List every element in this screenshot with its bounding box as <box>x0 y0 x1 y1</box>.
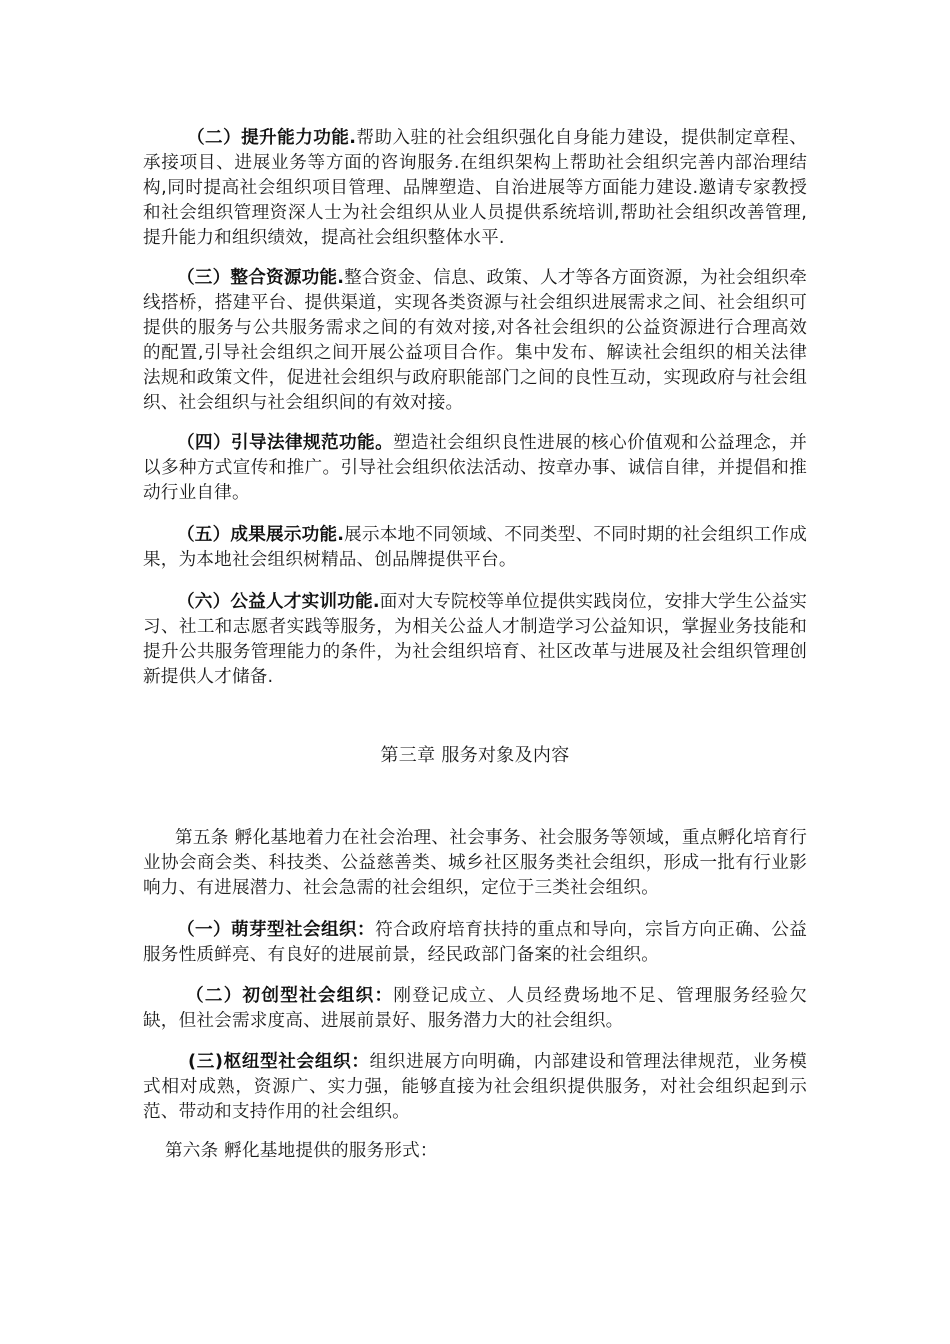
paragraph-body: 面对大专院校等单位提供实践岗位，安排大学生公益实习、社工和志愿者实践等服务，为相关公益人才制造学习公益知识，掌握业务技能和提升公共服务管理能力的条件，为社会组织培育、社区改革与进展及社会组织管理创新提供人才储备. <box>143 592 807 687</box>
article-body: 孵化基地提供的服务形式： <box>218 1141 438 1161</box>
paragraph-resource-integration <box>143 266 807 416</box>
paragraph-achievement-display <box>143 523 807 573</box>
type-startup-organization <box>143 984 807 1034</box>
paragraph-heading: （二）提升能力功能. <box>187 128 357 148</box>
paragraph-body: 整合资金、信息、政策、人才等各方面资源，为社会组织牵线搭桥，搭建平台、提供渠道，实现各类资源与社会组织进展需求之间、社会组织可提供的服务与公共服务需求之间的有效对接,对各社会组织的公益资源进行合理高效的配置,引导社会组织之间开展公益项目合作。集中发布、解读社会组织的相关法律法规和政策文件，促进社会组织与政府职能部门之间的良性互动，实现政府与社会组织、社会组织与社会组织间的有效对接。 <box>143 268 808 413</box>
type-heading: (三)枢纽型社会组织： <box>188 1052 370 1072</box>
type-sprout-organization <box>143 918 807 968</box>
type-heading: （二）初创型社会组织： <box>186 986 394 1006</box>
type-body: 组织进展方向明确，内部建设和管理法律规范，业务模式相对成熟，资源广、实力强，能够直接为社会组织提供服务，对社会组织起到示范、带动和支持作用的社会组织。 <box>143 1052 807 1122</box>
article-six <box>143 1139 807 1164</box>
article-label: 第六条 <box>165 1141 219 1161</box>
type-body: 符合政府培育扶持的重点和导向，宗旨方向正确、公益服务性质鲜亮、有良好的进展前景，经民政部门备案的社会组织。 <box>143 920 808 965</box>
paragraph-body: 展示本地不同领域、不同类型、不同时期的社会组织工作成果，为本地社会组织树精品、创品牌提供平台。 <box>143 525 808 570</box>
paragraph-heading: （六）公益人才实训功能. <box>177 592 380 612</box>
paragraph-heading: （四）引导法律规范功能。 <box>177 433 394 453</box>
type-heading: （一）萌芽型社会组织： <box>177 920 376 940</box>
paragraph-heading: （五）成果展示功能. <box>177 525 345 545</box>
type-body: 刚登记成立、人员经费场地不足、管理服务经验欠缺，但社会需求度高、进展前景好、服务潜力大的社会组织。 <box>143 986 808 1031</box>
article-five <box>143 826 807 901</box>
paragraph-legal-guidance <box>143 431 807 506</box>
paragraph-heading: （三）整合资源功能. <box>177 268 345 288</box>
paragraph-capacity-building <box>143 126 807 251</box>
chapter-title: 第三章 服务对象及内容 <box>380 745 570 766</box>
article-body: 孵化基地着力在社会治理、社会事务、社会服务等领域，重点孵化培育行业协会商会类、科技类、公益慈善类、城乡社区服务类社会组织，形成一批有行业影响力、有进展潜力、社会急需的社会组织，定位于三类社会组织。 <box>143 828 807 898</box>
paragraph-talent-training <box>143 590 807 690</box>
paragraph-body: 塑造社会组织良性进展的核心价值观和公益理念，并以多种方式宣传和推广。引导社会组织依法活动、按章办事、诚信自律，并提倡和推动行业自律。 <box>143 433 807 503</box>
paragraph-body: 帮助入驻的社会组织强化自身能力建设，提供制定章程、承接项目、进展业务等方面的咨询服务.在组织架构上帮助社会组织完善内部治理结构,同时提高社会组织项目管理、品牌塑造、自治进展等方面能力建设.邀请专家教授和社会组织管理资深人士为社会组织从业人员提供系统培训,帮助社会组织改善管理,提升能力和组织绩效，提高社会组织整体水平. <box>143 128 807 248</box>
article-label: 第五条 <box>175 828 229 848</box>
type-hub-organization <box>143 1050 807 1125</box>
